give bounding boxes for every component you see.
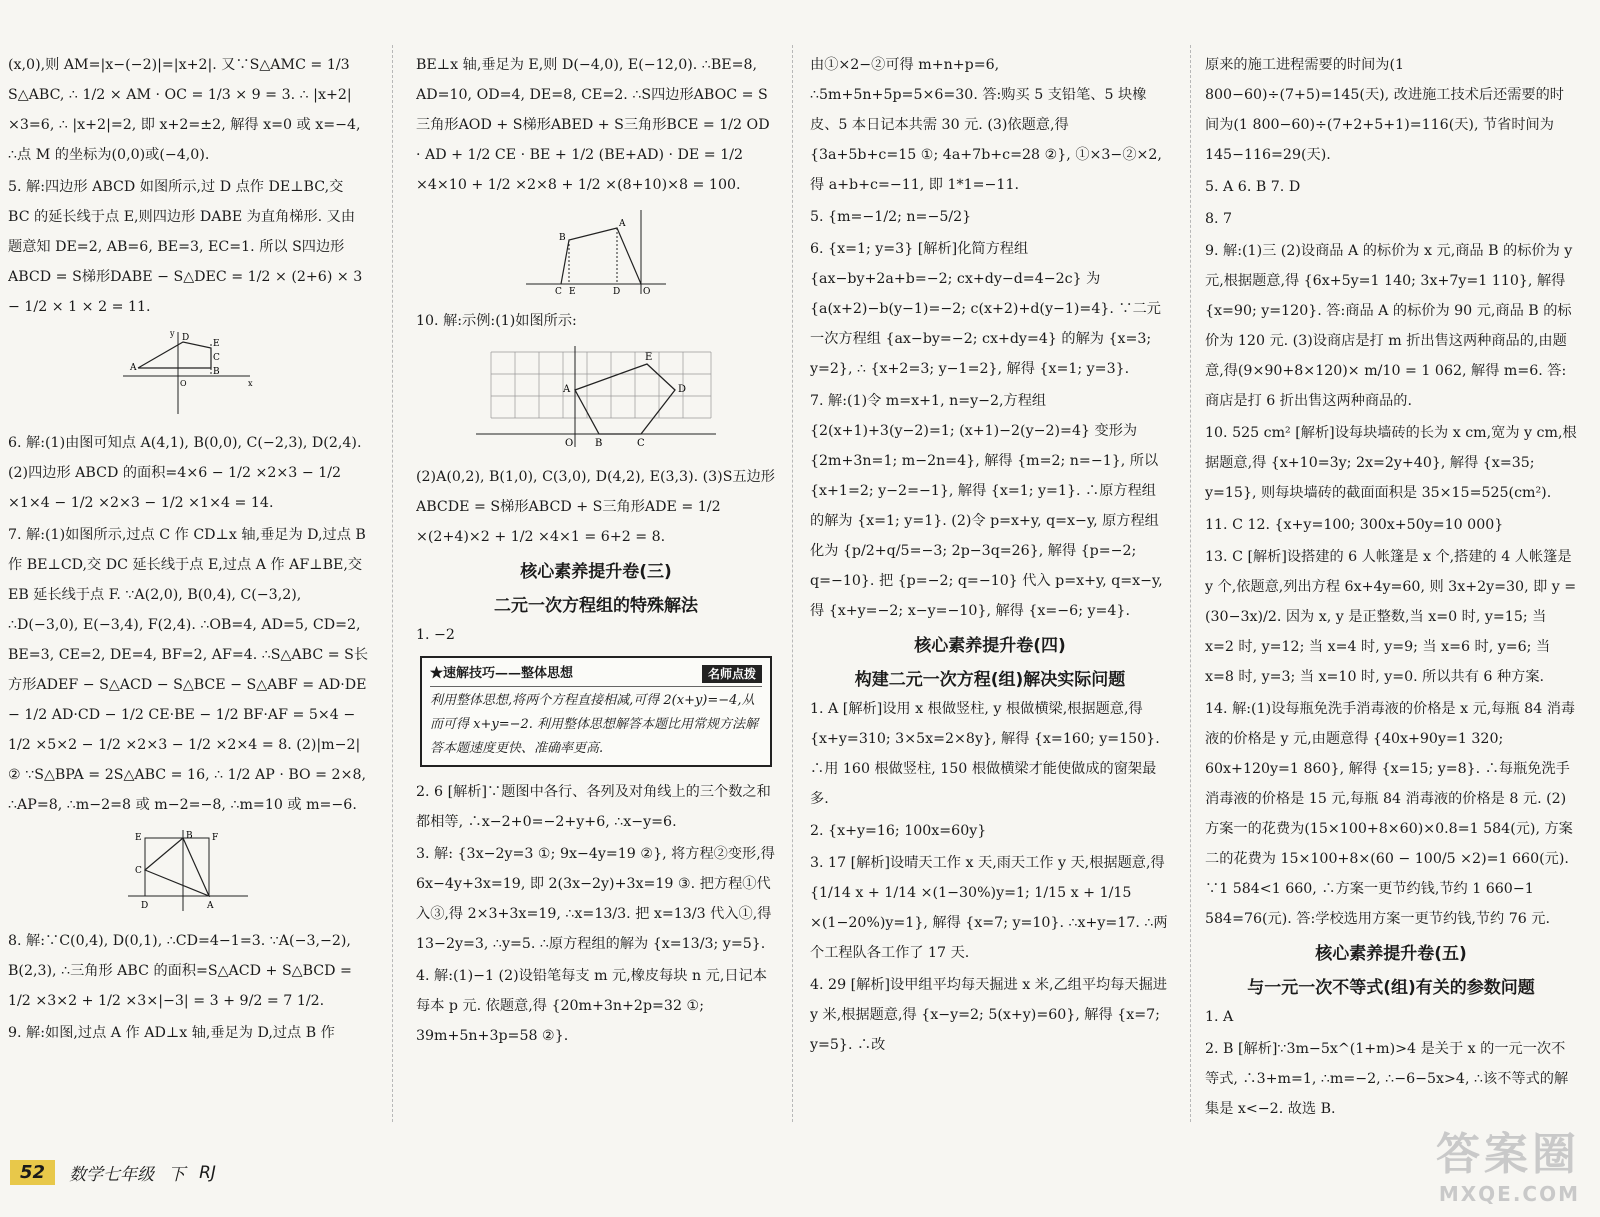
figure-q7 [123, 826, 253, 916]
answer-10-body: (2)A(0,2), B(1,0), C(3,0), D(4,2), E(3,3). (3)S五边形ABCDE = S梯形ABCD + S三角形ADE = 1/2 ×(2+4)×2 + 1/2 ×4×1 = 6+2 = 8. [416, 469, 775, 545]
answer-2: 2. B [解析]∵3m−5x^(1+m)>4 是关于 x 的一元一次不等式, ∴3+m=1, ∴m=−2, ∴−6−5x>4, ∴该不等式的解集是 x<−2. 故选 B. [1205, 1041, 1569, 1117]
fig10-label-B: B [595, 438, 603, 449]
page-footer [10, 1160, 216, 1185]
column-3 [810, 50, 1170, 1127]
column-divider [1190, 45, 1191, 1122]
tip-body: 利用整体思想,将两个方程直接相减,可得 2(x+y)=−4,从而可得 x+y=−2. 利用整体思想解答本题比用常规方法解答本题速度更快、准确率更高. [430, 693, 759, 756]
answer-6: 6. 解:(1)由图可知点 A(4,1), B(0,0), C(−2,3), D(2,4). (2)四边形 ABCD 的面积=4×6 − 1/2 ×2×3 − 1/2 ×1×4 − 1/2 ×2×3 − 1/2 ×1×4 = 14. [8, 435, 362, 511]
fig7-label-D: D [141, 901, 149, 911]
section-subtitle: 与一元一次不等式(组)有关的参数问题 [1247, 978, 1535, 998]
fig10-label-O: O [565, 438, 574, 449]
answer-9-cont: BE⊥x 轴,垂足为 E,则 D(−4,0), E(−12,0). ∴BE=8, AD=10, OD=4, DE=8, CE=2. ∴S四边形ABOC = S三角形AOD + S梯形ABED + S三角形BCE = 1/2 OD · AD + 1/2 CE · BE + 1/2 (BE+AD) · DE = 1/2 ×4×10 + 1/2 ×2×8 + 1/2 ×(8+10)×8 = 100. [416, 57, 770, 193]
site-watermark [1436, 1118, 1580, 1206]
fig9-label-O: O [643, 287, 651, 296]
section-title: 核心素养提升卷(四) [914, 636, 1066, 656]
section-title: 核心素养提升卷(三) [520, 562, 672, 582]
figure-q9 [521, 206, 671, 296]
fig5-label-O: O [180, 379, 187, 388]
fig10-label-E: E [645, 352, 653, 363]
fig10-label-A: A [563, 384, 571, 395]
answer-7: 7. 解:(1)如图所示,过点 C 作 CD⊥x 轴,垂足为 D,过点 B 作 BE⊥CD,交 DC 延长线于点 E,过点 A 作 AF⊥BE,交 EB 延长线于点 F. ∵A(2,0), B(0,4), C(−3,2), ∴D(−3,0), E(−3,4), F(2,4). ∴OB=4, AD=5, CD=2, BE=3, CE=2, DE=4, BF=2, AF=4. ∴S△ABC = S长方形ADEF − S△ACD − S△BCE − S△ABF = AD·DE − 1/2 AD·CD − 1/2 CE·BE − 1/2 BF·AF = 5×4 − 1/2 ×5×2 − 1/2 ×2×3 − 1/2 ×2×4 = 8. (2)|m−2| ② ∵S△BPA = 2S△ABC = 16, ∴ 1/2 AP · BO = 2×8, ∴AP=8, ∴m−2=8 或 m−2=−8, ∴m=10 或 m=−6. [8, 527, 368, 813]
answer-1: 1. A [解析]设用 x 根做竖柱, y 根做横梁,根据题意,得 {x+y=310; 3×5x=2×8y}, 解得 {x=160; y=150}. ∴用 160 根做竖柱, 150 根做横梁才能使做成的窗架最多. [810, 701, 1160, 807]
page-number: 52 [10, 1160, 55, 1185]
fig9-label-C: C [555, 287, 562, 296]
fig7-label-B: B [186, 831, 193, 841]
fig10-label-D: D [678, 384, 687, 395]
answer-4-cont: 由①×2−②可得 m+n+p=6, ∴5m+5n+5p=5×6=30. 答:购买 5 支铅笔、5 块橡皮、5 本日记本共需 30 元. (3)依题意,得 {3a+5b+c=15 ①; 4a+7b+c=28 ②}, ①×3−②×2,得 a+b+c=−11, 即 1*1=−11. [810, 57, 1162, 193]
answer-3: 3. 17 [解析]设晴天工作 x 天,雨天工作 y 天,根据题意,得 {1/14 x + 1/14 ×(1−30%)y=1; 1/15 x + 1/15 ×(1−20%)y=1}, 解得 {x=7; y=10}. ∴x+y=17. ∴两个工程队各工作了 17 天. [810, 855, 1168, 961]
section-title: 核心素养提升卷(五) [1315, 944, 1467, 964]
answer-2: 2. {x+y=16; 100x=60y} [810, 823, 987, 839]
fig9-label-E: E [569, 287, 576, 296]
fig9-label-D: D [613, 287, 621, 296]
fig5-label-x: x [248, 379, 253, 388]
answer-14: 14. 解:(1)设每瓶免洗手消毒液的价格是 x 元,每瓶 84 消毒液的价格是 y 元,由题意得 {40x+90y=1 320; 60x+120y=1 860}, 解得 {x=15; y=8}. ∴每瓶免洗手消毒液的价格是 15 元,每瓶 84 消毒液的价格是 8 元. (2)方案一的花费为(15×100+8×60)×0.8=1 584(元), 方案二的花费为 15×100+8×(60 − 100/5 ×2)=1 660(元). ∵1 584<1 660, ∴方案一更节约钱,节约 1 660−1 584=76(元). 答:学校选用方案一更节约钱,节约 76 元. [1205, 701, 1576, 927]
section-subtitle: 构建二元一次方程(组)解决实际问题 [854, 670, 1126, 690]
answer-10-head: 10. 解:示例:(1)如图所示: [416, 313, 577, 329]
figure-q10-grid [471, 342, 721, 452]
answer-1: 1. −2 [416, 627, 455, 643]
book-title: 数学七年级 [69, 1165, 155, 1185]
answer-9-start: 9. 解:如图,过点 A 作 AD⊥x 轴,垂足为 D,过点 B 作 [8, 1025, 335, 1041]
column-divider [792, 45, 793, 1122]
answer-6: 6. {x=1; y=3} [解析]化简方程组 {ax−by+2a+b=−2; cx+dy−d=4−2c} 为 {a(x+2)−b(y−1)=−2; c(x+2)+d(y−1)=4}. ∵二元一次方程组 {ax−by=−2; cx+dy=4} 的解为 {x=3; y=2}, ∴ {x+2=3; y−1=2}, 解得 {x=1; y=3}. [810, 241, 1161, 377]
answer-4: 4. 29 [解析]设甲组平均每天掘进 x 米,乙组平均每天掘进 y 米,根据题意,得 {x−y=2; 5(x+y)=60}, 解得 {x=7; y=5}. ∴改 [810, 977, 1167, 1053]
fig7-label-F: F [212, 833, 219, 843]
tip-header [430, 662, 762, 687]
answer-9: 9. 解:(1)三 (2)设商品 A 的标价为 x 元,商品 B 的标价为 y 元,根据题意,得 {6x+5y=1 140; 3x+7y=1 110}, 解得 {x=90; y=120}. 答:商品 A 的标价为 90 元,商品 B 的标价为 120 元. (3)设商店是打 m 折出售这两种商品的,由题意,得(9×90+8×120)× m/10 = 1 062, 解得 m=6. 答:商店是打 6 折出售这两种商品的. [1205, 243, 1573, 409]
answer-11-12: 11. C 12. {x+y=100; 300x+50y=10 000} [1205, 517, 1504, 533]
column-1 [8, 50, 368, 1127]
column-4 [1205, 50, 1577, 1127]
answer-2: 2. 6 [解析]∵题图中各行、各列及对角线上的三个数之和都相等, ∴x−2+0=−2+y+6, ∴x−y=6. [416, 784, 771, 830]
column-2 [416, 50, 776, 1127]
watermark-logo-text: 答案圈 [1436, 1129, 1580, 1180]
book-term: 下 [168, 1165, 186, 1185]
answer-10: 10. 525 cm² [解析]设每块墙砖的长为 x cm,宽为 y cm,根据题意,得 {x+10=3y; 2x=2y+40}, 解得 {x=35; y=15}, 则每块墙砖的截面面积是 35×15=525(cm²). [1205, 425, 1577, 501]
fig5-label-y: y [170, 329, 175, 338]
fig5-label-D: D [182, 333, 190, 343]
tip-box [420, 656, 772, 767]
answer-5-7: 5. A 6. B 7. D [1205, 179, 1301, 195]
tip-badge: 名师点拨 [702, 665, 762, 683]
section-subtitle: 二元一次方程组的特殊解法 [494, 596, 698, 616]
book-edition: RJ [199, 1162, 216, 1183]
tip-title: ★速解技巧——整体思想 [430, 666, 574, 681]
answer-1: 1. A [1205, 1009, 1234, 1025]
answer-4-cont: (x,0),则 AM=|x−(−2)|=|x+2|. 又∵S△AMC = 1/3 S△ABC, ∴ 1/2 × AM · OC = 1/3 × 9 = 3. ∴ |x+2| ×3=6, ∴ |x+2|=2, 即 x+2=±2, 解得 x=0 或 x=−4, ∴点 M 的坐标为(0,0)或(−4,0). [8, 57, 361, 163]
answer-4: 4. 解:(1)−1 (2)设铅笔每支 m 元,橡皮每块 n 元,日记本每本 p 元. 依题意,得 {20m+3n+2p=32 ①; 39m+5n+3p=58 ②}. [416, 968, 767, 1044]
fig9-label-A: A [619, 219, 626, 229]
answer-3: 3. 解: {3x−2y=3 ①; 9x−4y=19 ②}, 将方程②变形,得 6x−4y+3x=19, 即 2(3x−2y)+3x=19 ③. 把方程①代入③,得 2×3+3x=19, ∴x=13/3. 把 x=13/3 代入①,得 13−2y=3, ∴y=5. ∴原方程组的解为 {x=13/3; y=5}. [416, 846, 775, 952]
answer-5: 5. 解:四边形 ABCD 如图所示,过 D 点作 DE⊥BC,交 BC 的延长线于点 E,则四边形 DABE 为直角梯形. 又由题意知 DE=2, AB=6, BE=3, EC=1. 所以 S四边形ABCD = S梯形DABE − S△DEC = 1/2 × (2+6) × 3 − 1/2 × 1 × 2 = 11. [8, 179, 363, 315]
fig7-label-E: E [135, 833, 142, 843]
answer-8: 8. 7 [1205, 211, 1233, 227]
fig10-label-C: C [637, 438, 645, 449]
answer-8: 8. 解:∵C(0,4), D(0,1), ∴CD=4−1=3. ∵A(−3,−2), B(2,3), ∴三角形 ABC 的面积=S△ACD + S△BCD = 1/2 ×3×2 + 1/2 ×3×|−3| = 3 + 9/2 = 7 1/2. [8, 933, 352, 1009]
fig7-label-A: A [207, 901, 214, 911]
figure-q5 [118, 328, 258, 418]
fig7-label-C: C [135, 866, 142, 876]
answer-13: 13. C [解析]设搭建的 6 人帐篷是 x 个,搭建的 4 人帐篷是 y 个,依题意,列出方程 6x+4y=60, 则 3x+2y=30, 即 y = (30−3x)/2. 因为 x, y 是正整数,当 x=0 时, y=15; 当 x=2 时, y=12; 当 x=4 时, y=9; 当 x=6 时, y=6; 当 x=8 时, y=3; 当 x=10 时, y=0. 所以共有 6 种方案. [1205, 549, 1577, 685]
answer-4-cont: 原来的施工进程需要的时间为(1 800−60)÷(7+5)=145(天), 改进施工技术后还需要的时间为(1 800−60)÷(7+2+5+1)=116(天), 节省时间为 145−116=29(天). [1205, 57, 1564, 163]
fig9-label-B: B [559, 233, 566, 243]
fig5-label-A: A [130, 363, 137, 373]
answer-7: 7. 解:(1)令 m=x+1, n=y−2,方程组 {2(x+1)+3(y−2)=1; (x+1)−2(y−2)=4} 变形为 {2m+3n=1; m−2n=4}, 解得 {m=2; n=−1}, 所以 {x+1=2; y−2=−1}, 解得 {x=1; y=1}. ∴原方程组的解为 {x=1; y=1}. (2)令 p=x+y, q=x−y, 原方程组化为 {p/2+q/5=−3; 2p−3q=26}, 解得 {p=−2; q=−10}. 把 {p=−2; q=−10} 代入 p=x+y, q=x−y, 得 {x+y=−2; x−y=−10}, 解得 {x=−6; y=4}. [810, 393, 1163, 619]
column-divider [392, 45, 393, 1122]
fig5-label-E: E [213, 339, 220, 349]
fig5-label-C: C [213, 353, 220, 363]
answer-5: 5. {m=−1/2; n=−5/2} [810, 209, 972, 225]
fig5-label-B: B [213, 367, 220, 377]
watermark-url: MXQE.COM [1438, 1182, 1580, 1206]
